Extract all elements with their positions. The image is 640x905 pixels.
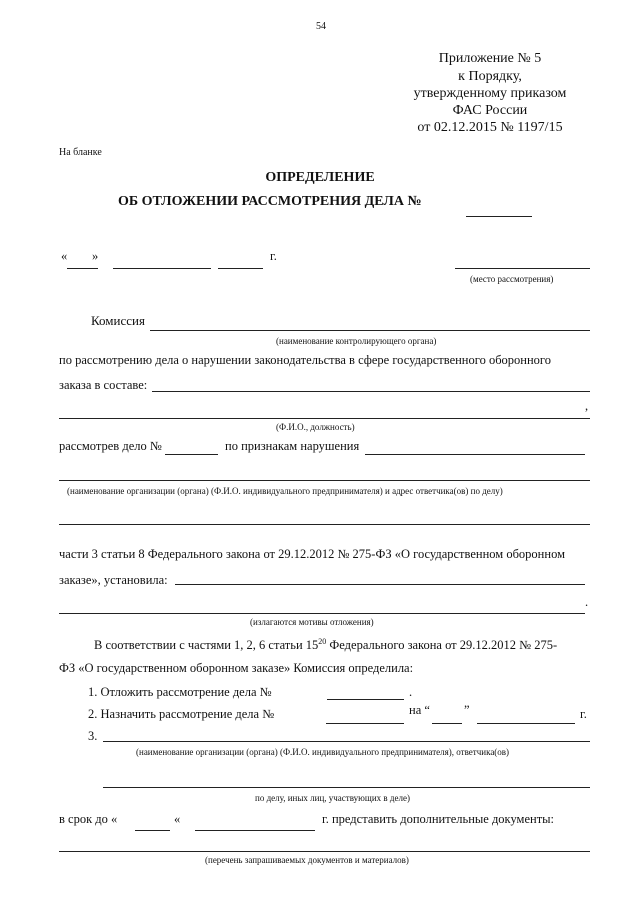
appendix-line-5: от 02.12.2015 № 1197/15 [417,120,563,135]
deadline-month-line [195,830,315,831]
authority-line [150,330,590,331]
item-2-month-line [477,723,575,724]
deadline-text: г. представить дополнительные документы: [322,812,555,826]
case-signs-label: по признакам нарушения [225,439,360,453]
members-line-1 [152,391,590,392]
appendix-line-1: Приложение № 5 [438,51,542,66]
appendix-line-2: к Порядку, [458,69,522,84]
persons-caption: по делу, иных лиц, участвующих в деле) [255,793,410,803]
date-quote-open: « [61,249,68,263]
item-2: 2. Назначить рассмотрение дела № [88,707,275,721]
title-line-2: ОБ ОТЛОЖЕНИИ РАССМОТРЕНИЯ ДЕЛА № [118,194,422,209]
article-superscript: 20 [318,637,327,646]
appendix-line-4: ФАС России [452,103,528,118]
case-number-line [466,216,532,217]
motives-caption: (излагаются мотивы отложения) [250,617,374,627]
members-line-2 [59,418,590,419]
date-month-line [113,268,211,269]
respondent-caption: (наименование организации (органа) (Ф.И.О. индивидуального предпринимателя), ответчика(ов) [136,747,510,757]
deadline-day-line [135,830,170,831]
established-line-2 [59,613,585,614]
members-comma: , [585,399,589,413]
established-line-1 [175,584,585,585]
para3-line-1-a: В соответствии с частями 1, 2, 6 статьи 15 [94,638,319,653]
docs-line [59,851,590,852]
commission-label: Комиссия [91,313,145,328]
deadline-label: в срок до « [59,812,118,826]
authority-caption: (наименование контролирующего органа) [276,336,437,346]
established-period: . [585,595,589,609]
para1-line-1: по рассмотрению дела о нарушении законодательства в сфере государственного оборонного [59,353,551,367]
page-number: 54 [316,21,326,32]
para2-line-1: части 3 статьи 8 Федерального закона от 29.12.2012 № 275-ФЗ «О государственном оборонном [59,547,565,561]
docs-caption: (перечень запрашиваемых документов и материалов) [205,855,409,865]
fio-caption: (Ф.И.О., должность) [276,422,355,432]
item-2-day-line [432,723,462,724]
item-1-end: . [409,685,413,699]
item-1: 1. Отложить рассмотрение дела № [88,685,272,699]
item-1-line [327,699,404,700]
violation-line [365,454,585,455]
case-number-field-line [165,454,218,455]
para3-line-1-b: Федерального закона от 29.12.2012 № 275- [326,638,558,653]
item-3: 3. [88,729,98,743]
place-line [455,268,590,269]
item-3-line [103,741,590,742]
appendix-line-3: утвержденному приказом [413,86,567,101]
item-2-year: г. [580,707,587,721]
respondent-line-2 [103,787,590,788]
org-caption: (наименование организации (органа) (Ф.И.О. индивидуального предпринимателя) и адрес ответчика(ов) по делу) [67,486,503,496]
place-caption: (место рассмотрения) [470,274,554,284]
para3-line-2: ФЗ «О государственном оборонном заказе» Комиссия определила: [59,661,414,675]
para3-line-1 [94,638,557,652]
item-2-on: на “ [409,703,430,717]
title-line-1: ОПРЕДЕЛЕНИЕ [265,170,375,185]
item-2-close: ” [464,703,470,717]
case-label: рассмотрев дело № [59,439,162,453]
on-form-label: На бланке [59,147,102,158]
date-quote-close: » [92,249,99,263]
deadline-quote: « [174,812,181,826]
date-day-line [67,268,98,269]
date-year-line [218,268,263,269]
date-year-suffix: г. [270,249,277,263]
org-line-2 [59,524,590,525]
org-line [59,480,590,481]
para2-line-2: заказе», установила: [59,573,168,587]
item-2-case-line [326,723,404,724]
para1-line-2: заказа в составе: [59,378,148,392]
